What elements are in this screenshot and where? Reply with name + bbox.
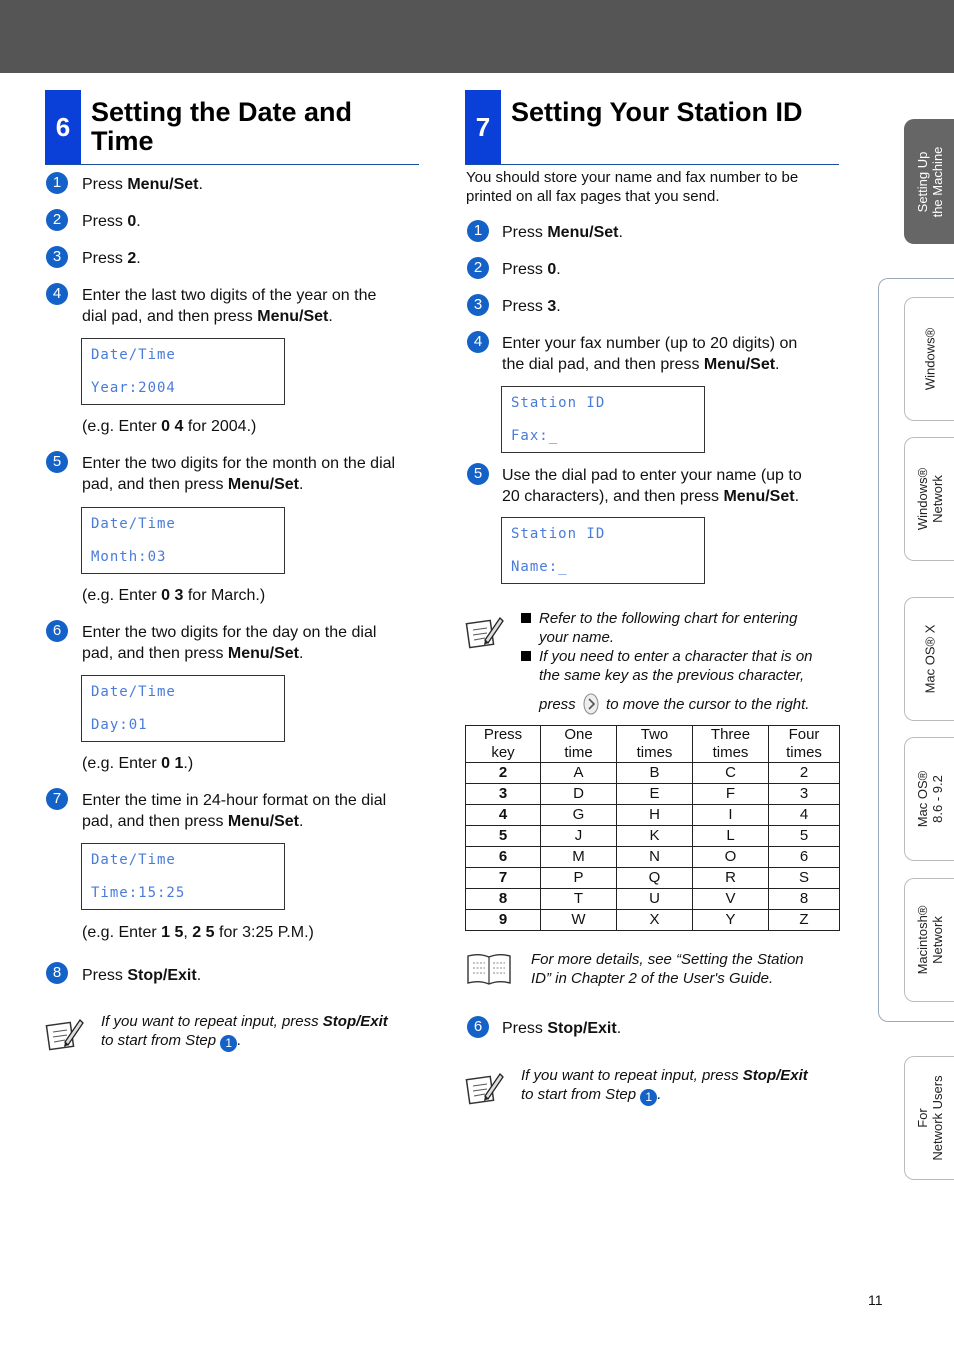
- step-number-badge: 1: [46, 172, 68, 194]
- step-3-instruction: Press 3.: [502, 298, 561, 315]
- table-header-row: [466, 726, 840, 763]
- users-guide-reference-note: For more details, see “Setting the Station ID” in Chapter 2 of the User's Guide.: [531, 951, 804, 987]
- example-text: (e.g. Enter 0 4 for 2004.): [82, 418, 257, 435]
- step-number-badge: 3: [467, 294, 489, 316]
- example-text: (e.g. Enter 0 1.): [82, 755, 194, 772]
- book-icon: [465, 951, 513, 987]
- step-number-badge: 2: [467, 257, 489, 279]
- character-entry-note: Refer to the following chart for entering your name. If you need to enter a character that is on the same key as the previous character, press to move the cursor to the right.: [521, 609, 813, 715]
- step-4-instruction: Enter your fax number (up to 20 digits) on the dial pad, and then press Menu/Set.: [502, 335, 798, 373]
- repeat-input-note: If you want to repeat input, press Stop/Exit to start from Step 1 .: [101, 1013, 388, 1050]
- example-text: (e.g. Enter 1 5, 2 5 for 3:25 P.M.): [82, 924, 314, 941]
- tab-mac-os-x[interactable]: Mac OS® X: [904, 597, 954, 721]
- section-number: 7: [465, 90, 501, 164]
- column-header: One time: [541, 726, 617, 763]
- step-number-badge: 5: [46, 451, 68, 473]
- repeat-input-note: If you want to repeat input, press Stop/Exit to start from Step 1 .: [521, 1067, 808, 1104]
- table-row: 2 A B C 2: [466, 763, 840, 784]
- lcd-display: Station ID Fax:_: [501, 386, 705, 453]
- lcd-display: Date/Time Day:01: [81, 675, 285, 742]
- step-1-instruction: Press Menu/Set.: [502, 224, 623, 241]
- step-number-badge: 8: [46, 962, 68, 984]
- column-header: Press key: [466, 726, 541, 763]
- step-reference-badge: 1: [640, 1089, 657, 1106]
- tab-mac-os-8-6-9-2[interactable]: Mac OS® 8.6 - 9.2: [904, 737, 954, 861]
- lcd-display: Date/Time Time:15:25: [81, 843, 285, 910]
- step-number-badge: 6: [46, 620, 68, 642]
- step-number-badge: 5: [467, 463, 489, 485]
- step-8-instruction: Press Stop/Exit.: [82, 967, 202, 984]
- character-chart-table: [465, 725, 840, 931]
- section-6-header: [45, 90, 419, 165]
- table-row: 6 M N O 6: [466, 847, 840, 868]
- table-row: 5 J K L 5: [466, 826, 840, 847]
- header-bar: [0, 0, 954, 73]
- tab-windows-network[interactable]: Windows® Network: [904, 437, 954, 561]
- section-number: 6: [45, 90, 81, 164]
- step-number-badge: 2: [46, 209, 68, 231]
- page-number: 11: [868, 1292, 883, 1308]
- step-number-badge: 4: [46, 283, 68, 305]
- lcd-display: Date/Time Month:03: [81, 507, 285, 574]
- note-pencil-icon: [465, 614, 505, 650]
- column-header: Two times: [617, 726, 693, 763]
- bullet-icon: [521, 651, 531, 661]
- step-number-badge: 1: [467, 220, 489, 242]
- lcd-display: Date/Time Year:2004: [81, 338, 285, 405]
- lcd-display: Station ID Name:_: [501, 517, 705, 584]
- section-title: Setting the Date and Time: [91, 97, 353, 156]
- section-intro: You should store your name and fax number to be printed on all fax pages that you send.: [466, 169, 799, 205]
- right-arrow-key-icon: [582, 693, 600, 715]
- step-5-instruction: Enter the two digits for the month on the dial pad, and then press Menu/Set.: [82, 455, 396, 493]
- step-reference-badge: 1: [220, 1035, 237, 1052]
- section-7-header: [465, 90, 839, 165]
- tab-for-network-users[interactable]: For Network Users: [904, 1056, 954, 1180]
- table-row: 7 P Q R S: [466, 868, 840, 889]
- table-row: 3 D E F 3: [466, 784, 840, 805]
- step-1-instruction: Press Menu/Set.: [82, 176, 203, 193]
- table-row: 9 W X Y Z: [466, 910, 840, 931]
- bullet-icon: [521, 613, 531, 623]
- step-6-instruction: Press Stop/Exit.: [502, 1020, 622, 1037]
- step-number-badge: 7: [46, 788, 68, 810]
- step-number-badge: 3: [46, 246, 68, 268]
- column-header: Three times: [693, 726, 769, 763]
- step-2-instruction: Press 0.: [502, 261, 561, 278]
- step-number-badge: 4: [467, 331, 489, 353]
- example-text: (e.g. Enter 0 3 for March.): [82, 587, 266, 604]
- note-pencil-icon: [465, 1070, 505, 1106]
- note-pencil-icon: [45, 1016, 85, 1052]
- table-row: 8 T U V 8: [466, 889, 840, 910]
- step-number-badge: 6: [467, 1016, 489, 1038]
- section-title: Setting Your Station ID: [511, 97, 803, 127]
- tab-setting-up-the-machine[interactable]: Setting Up the Machine: [904, 119, 954, 244]
- table-row: 4 G H I 4: [466, 805, 840, 826]
- step-4-instruction: Enter the last two digits of the year on the dial pad, and then press Menu/Set.: [82, 287, 377, 325]
- column-header: Four times: [769, 726, 840, 763]
- step-3-instruction: Press 2.: [82, 250, 141, 267]
- step-5-instruction: Use the dial pad to enter your name (up to 20 characters), and then press Menu/Set.: [502, 467, 802, 505]
- step-6-instruction: Enter the two digits for the day on the dial pad, and then press Menu/Set.: [82, 624, 377, 662]
- step-7-instruction: Enter the time in 24-hour format on the dial pad, and then press Menu/Set.: [82, 792, 387, 830]
- tab-windows[interactable]: Windows®: [904, 297, 954, 421]
- step-2-instruction: Press 0.: [82, 213, 141, 230]
- tab-macintosh-network[interactable]: Macintosh® Network: [904, 878, 954, 1002]
